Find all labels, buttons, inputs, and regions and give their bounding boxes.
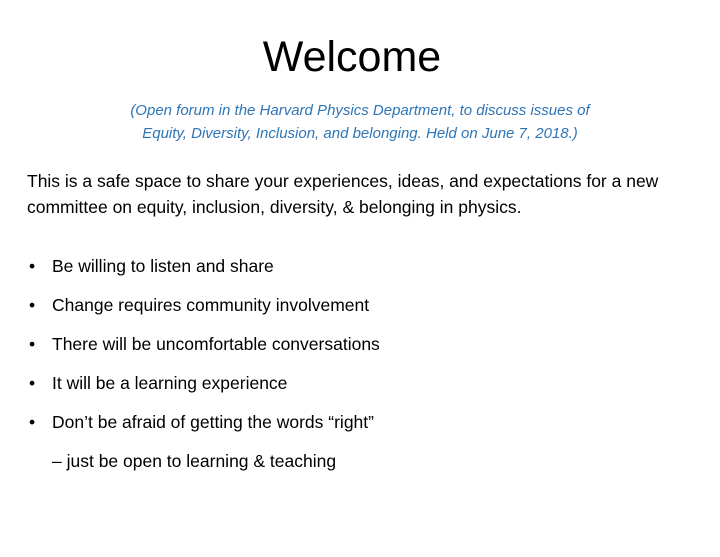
bullet-item [29, 292, 689, 318]
slide-subtitle [60, 99, 660, 145]
bullet-continuation: – just be open to learning & teaching [52, 451, 337, 471]
bullet-item [29, 370, 689, 396]
bullet-icon: • [29, 256, 36, 276]
bullet-icon: • [29, 295, 36, 315]
bullet-text: There will be uncomfortable conversations [52, 334, 380, 354]
bullet-text: Don’t be afraid of getting the words “right” [52, 412, 374, 432]
bullet-icon: • [29, 373, 36, 393]
bullet-item [29, 253, 689, 279]
subtitle-line-1: (Open forum in the Harvard Physics Department, to discuss issues of [130, 102, 590, 119]
intro-paragraph: This is a safe space to share your experiences, ideas, and expectations for a new committee on equity, inclusion, diversity, & belonging in physics. [27, 171, 659, 217]
bullet-text: Be willing to listen and share [52, 256, 274, 276]
bullet-item [29, 409, 689, 435]
bullet-icon: • [29, 334, 36, 354]
bullet-text: Change requires community involvement [52, 295, 370, 315]
subtitle-line-2: Equity, Diversity, Inclusion, and belonging. Held on June 7, 2018.) [142, 125, 578, 142]
bullet-icon: • [29, 412, 36, 432]
bullet-item [29, 331, 689, 357]
bullet-text: It will be a learning experience [52, 373, 288, 393]
bullet-list [29, 253, 689, 448]
slide-title: Welcome [262, 33, 442, 81]
